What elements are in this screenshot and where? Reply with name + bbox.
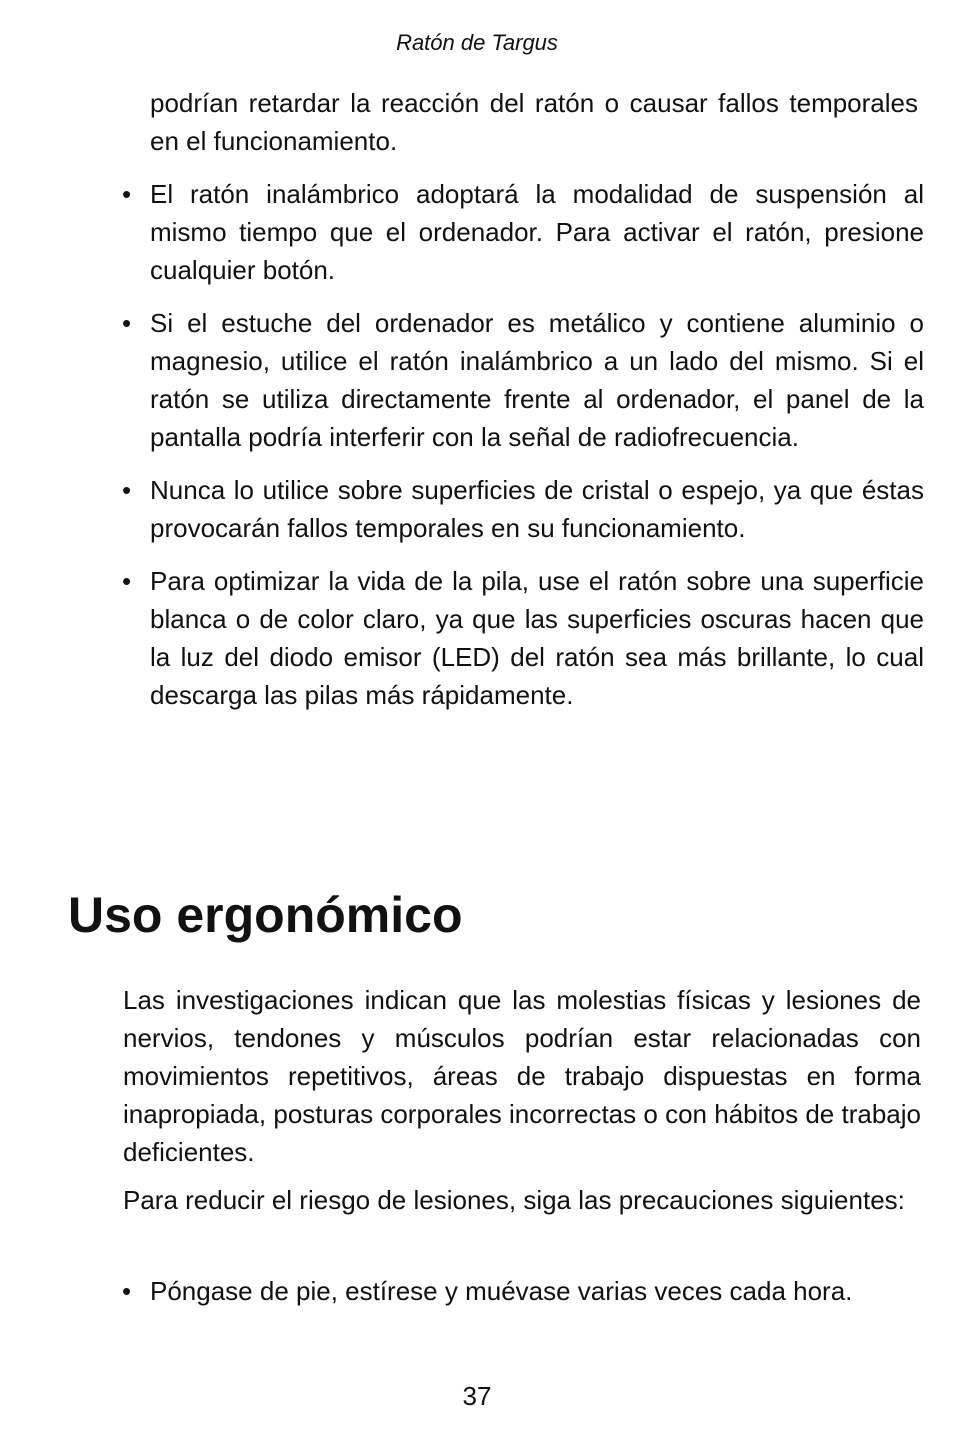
page-number: 37 xyxy=(462,1381,492,1411)
body-paragraph: Para reducir el riesgo de lesiones, siga las precauciones siguientes: xyxy=(123,1185,905,1215)
list-item xyxy=(0,471,924,547)
body-paragraph: Las investigaciones indican que las molestias físicas y lesiones de nervios, tendones y músculos podrían estar relacionadas con movimientos repetitivos, áreas de trabajo dispuestas en forma inapropiada, posturas corporales incorrectas o con hábitos de trabajo deficientes. xyxy=(123,985,921,1167)
list-item xyxy=(0,562,924,714)
running-header: Ratón de Targus xyxy=(396,30,558,55)
bullet-text: Para optimizar la vida de la pila, use el ratón sobre una superficie blanca o de color claro, ya que las superficies oscuras hacen que la luz del diodo emisor (LED) del ratón sea más brillante, lo cual descarga las pilas más rápidamente. xyxy=(150,566,924,710)
bullet-icon: • xyxy=(122,475,132,505)
bullet-icon: • xyxy=(122,1276,132,1306)
list-item xyxy=(0,1272,924,1310)
bullet-text: Póngase de pie, estírese y muévase varias veces cada hora. xyxy=(150,1276,853,1306)
list-item xyxy=(0,304,924,456)
list-item xyxy=(0,175,924,289)
bullet-icon: • xyxy=(122,179,132,209)
section-heading: Uso ergonómico xyxy=(68,887,463,943)
bullet-text: Si el estuche del ordenador es metálico y contiene aluminio o magnesio, utilice el ratón inalámbrico a un lado del mismo. Si el ratón se utiliza directamente frente al ordenador, el panel de la pantalla podría interferir con la señal de radiofrecuencia. xyxy=(150,308,924,452)
ergonomic-bullet-list xyxy=(0,1272,954,1325)
precautions-bullet-list xyxy=(0,175,954,729)
bullet-icon: • xyxy=(122,566,132,596)
bullet-text: El ratón inalámbrico adoptará la modalidad de suspensión al mismo tiempo que el ordenador. Para activar el ratón, presione cualquier botón. xyxy=(150,179,924,285)
continuation-paragraph: podrían retardar la reacción del ratón o causar fallos temporales en el funcionamiento. xyxy=(150,88,918,156)
bullet-text: Nunca lo utilice sobre superficies de cristal o espejo, ya que éstas provocarán fallos temporales en su funcionamiento. xyxy=(150,475,924,543)
bullet-icon: • xyxy=(122,308,132,338)
